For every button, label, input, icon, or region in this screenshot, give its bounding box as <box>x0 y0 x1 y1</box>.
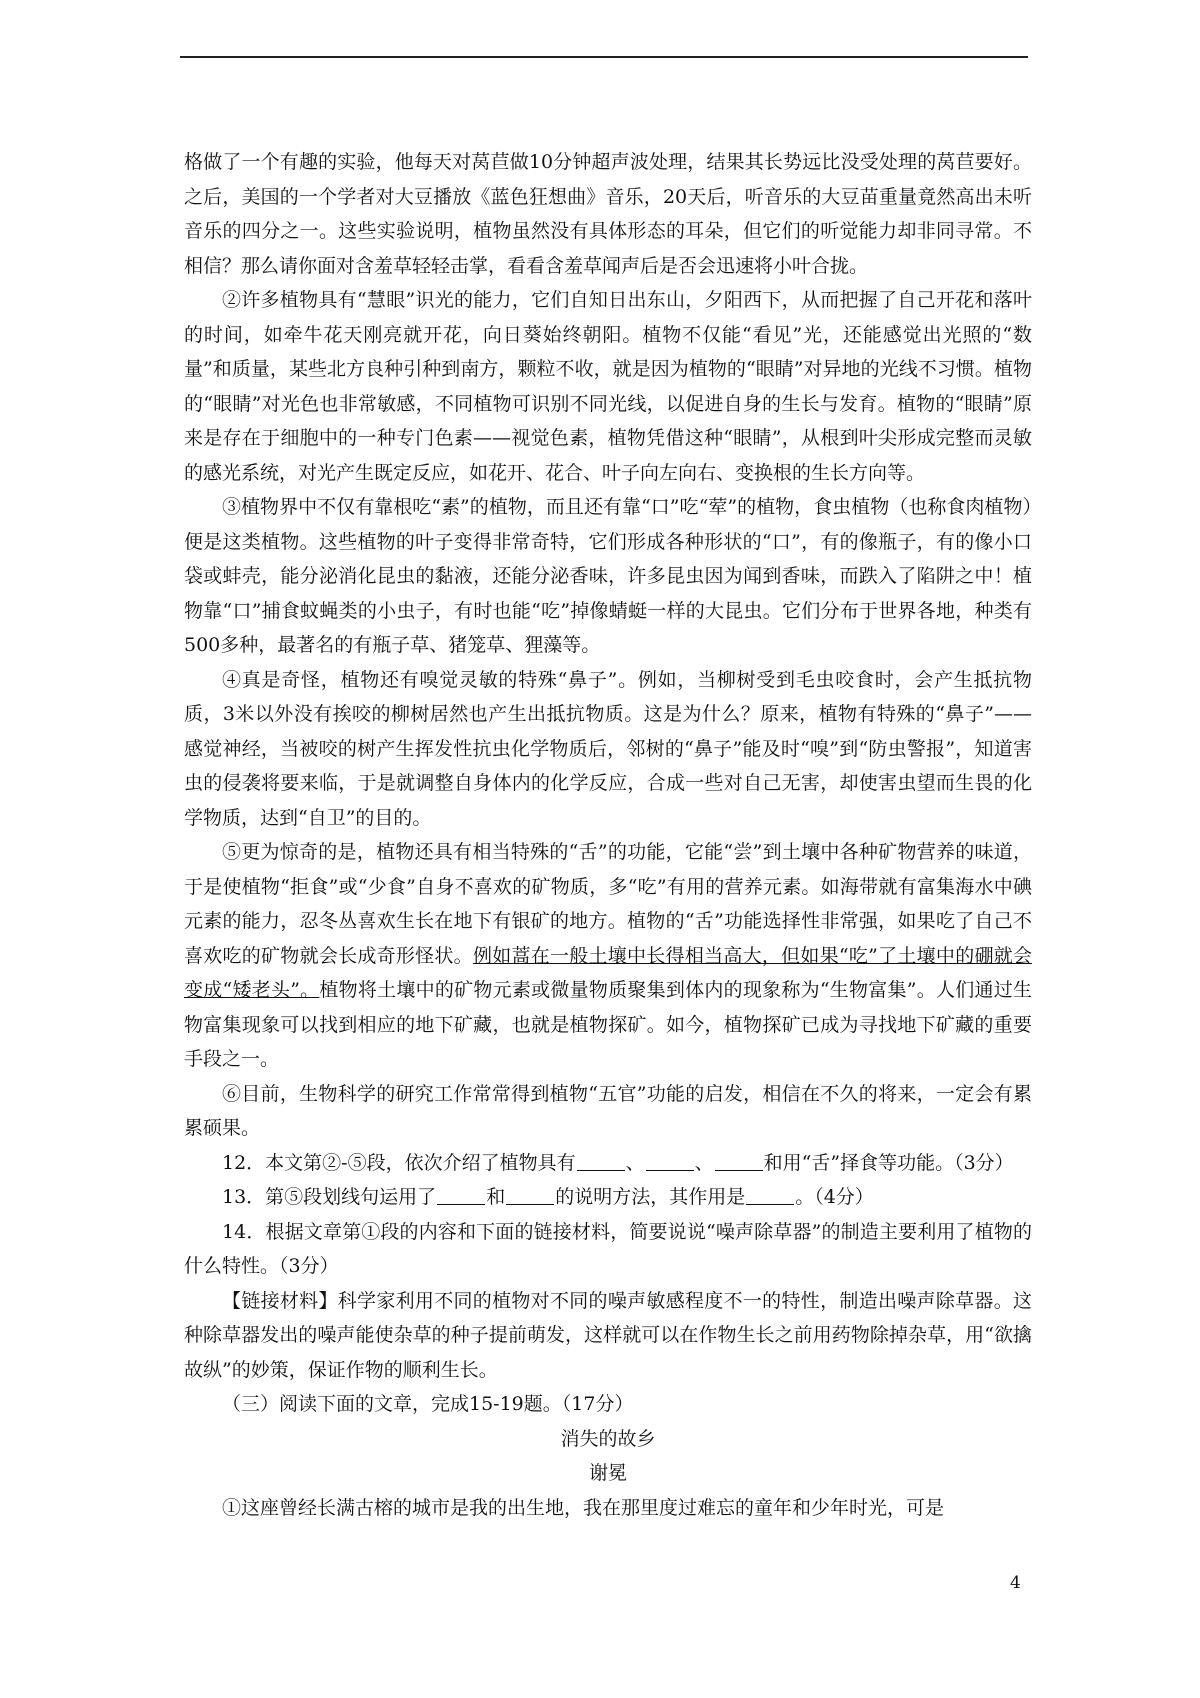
underlined-sentence: 例如蒿在一般土壤中长得相当高大，但如果“吃”了土壤中的硼就会变成“矮老头”。 <box>184 944 1032 1001</box>
story-paragraph-1: ①这座曾经长满古榕的城市是我的出生地，我在那里度过难忘的童年和少年时光，可是 <box>222 1496 945 1519</box>
paragraph-1-continued: 格做了一个有趣的实验，他每天对莴苣做10分钟超声波处理，结果其长势远比没受处理的莴苣要好。之后，美国的一个学者对大豆播放《蓝色狂想曲》音乐，20天后，听音乐的大豆苗重量竟然高出未听音乐的四分之一。这些实验说明，植物虽然没有具体形态的耳朵，但它们的听觉能力却非同寻常。不相信？那么请你面对含羞草轻轻击掌，看看含羞草闻声后是否会迅速将小叶合拢。 <box>184 151 1032 277</box>
paragraph-5-text-a: ⑤更为惊奇的是，植物还具有相当特殊的“舌”的功能，它能“尝”到土壤中各种矿物营养的味道，于是使植物“拒食”或“少食”自身不喜欢的矿物质，多“吃”有用的营养元素。如海带就有富集海水中碘元素的能力，忍冬丛喜欢生长在地下有银矿的地方。植物的“舌”功能选择性非常强，如果吃了自己不喜欢吃的矿物就会长成奇形怪状。 <box>184 841 1032 967</box>
answer-blank <box>715 1150 763 1171</box>
section-3-heading: （三）阅读下面的文章，完成15-19题。（17分） <box>222 1393 634 1415</box>
paragraph-3: ③植物界中不仅有靠根吃“素”的植物，而且还有靠“口”吃“荤”的植物，食虫植物（也称食肉植物）便是这类植物。这些植物的叶子变得非常奇特，它们形成各种形状的“口”，有的像瓶子，有的像小口袋或蚌壳，能分泌消化昆虫的黏液，还能分泌香味，许多昆虫因为闻到香味，而跌入了陷阱之中！植物靠“口”捕食蚊蝇类的小虫子，有时也能“吃”掉像蜻蜓一样的大昆虫。它们分布于世界各地，种类有500多种，最著名的有瓶子草、猪笼草、狸藻等。 <box>184 496 1032 656</box>
question-12: 12．本文第②-⑤段，依次介绍了植物具有 、 、 和用“舌”择食等功能。（3分） <box>222 1151 1014 1174</box>
header-rule <box>180 56 1028 58</box>
paragraph-5 <box>184 835 1032 1077</box>
answer-blank <box>577 1150 625 1171</box>
page-number: 4 <box>1010 1573 1021 1593</box>
story-title: 消失的故乡 <box>560 1427 656 1450</box>
answer-blank <box>437 1184 485 1205</box>
paragraph-6: ⑥目前，生物科学的研究工作常常得到植物“五官”功能的启发，相信在不久的将来，一定会有累累硕果。 <box>184 1082 1032 1139</box>
paragraph-2: ②许多植物具有“慧眼”识光的能力，它们自知日出东山，夕阳西下，从而把握了自己开花和落叶的时间，如牵牛花天刚亮就开花，向日葵始终朝阳。植物不仅能“看见”光，还能感觉出光照的“数量”和质量，某些北方良种引种到南方，颗粒不收，就是因为植物的“眼睛”对异地的光线不习惯。植物的“眼睛”对光色也非常敏感，不同植物可识别不同光线，以促进自身的生长与发育。植物的“眼睛”原来是存在于细胞中的一种专门色素——视觉色素，植物凭借这种“眼睛”，从根到叶尖形成完整而灵敏的感光系统，对光产生既定反应，如花开、花合、叶子向左向右、变换根的生长方向等。 <box>184 289 1032 484</box>
question-14: 14．根据文章第①段的内容和下面的链接材料，简要说说“噪声除草器”的制造主要利用了植物的什么特性。（3分） <box>184 1220 1032 1277</box>
link-material: 【链接材料】科学家利用不同的植物对不同的噪声敏感程度不一的特性，制造出噪声除草器。这种除草器发出的噪声能使杂草的种子提前萌发，这样就可以在作物生长之前用药物除掉杂草，用“欲擒故纵”的妙策，保证作物的顺利生长。 <box>184 1289 1032 1381</box>
answer-blank <box>646 1150 694 1171</box>
story-author: 谢冕 <box>588 1462 627 1484</box>
question-13: 13．第⑤段划线句运用了 和 的说明方法，其作用是 。（4分） <box>222 1186 874 1208</box>
answer-blank <box>746 1184 794 1205</box>
document-body <box>184 145 1032 1525</box>
paragraph-4: ④真是奇怪，植物还有嗅觉灵敏的特殊“鼻子”。例如，当柳树受到毛虫咬食时，会产生抵抗物质，3米以外没有挨咬的柳树居然也产生出抵抗物质。这是为什么？原来，植物有特殊的“鼻子”——感觉神经，当被咬的树产生挥发性抗虫化学物质后，邻树的“鼻子”能及时“嗅”到“防虫警报”，知道害虫的侵袭将要来临，于是就调整自身体内的化学反应，合成一些对自己无害，却使害虫望而生畏的化学物质，达到“自卫”的目的。 <box>184 668 1032 829</box>
answer-blank <box>506 1184 554 1205</box>
paragraph-5-text-b: 植物将土壤中的矿物元素或微量物质聚集到体内的现象称为“生物富集”。人们通过生物富集现象可以找到相应的地下矿藏，也就是植物探矿。如今，植物探矿已成为寻找地下矿藏的重要手段之一。 <box>184 979 1032 1070</box>
